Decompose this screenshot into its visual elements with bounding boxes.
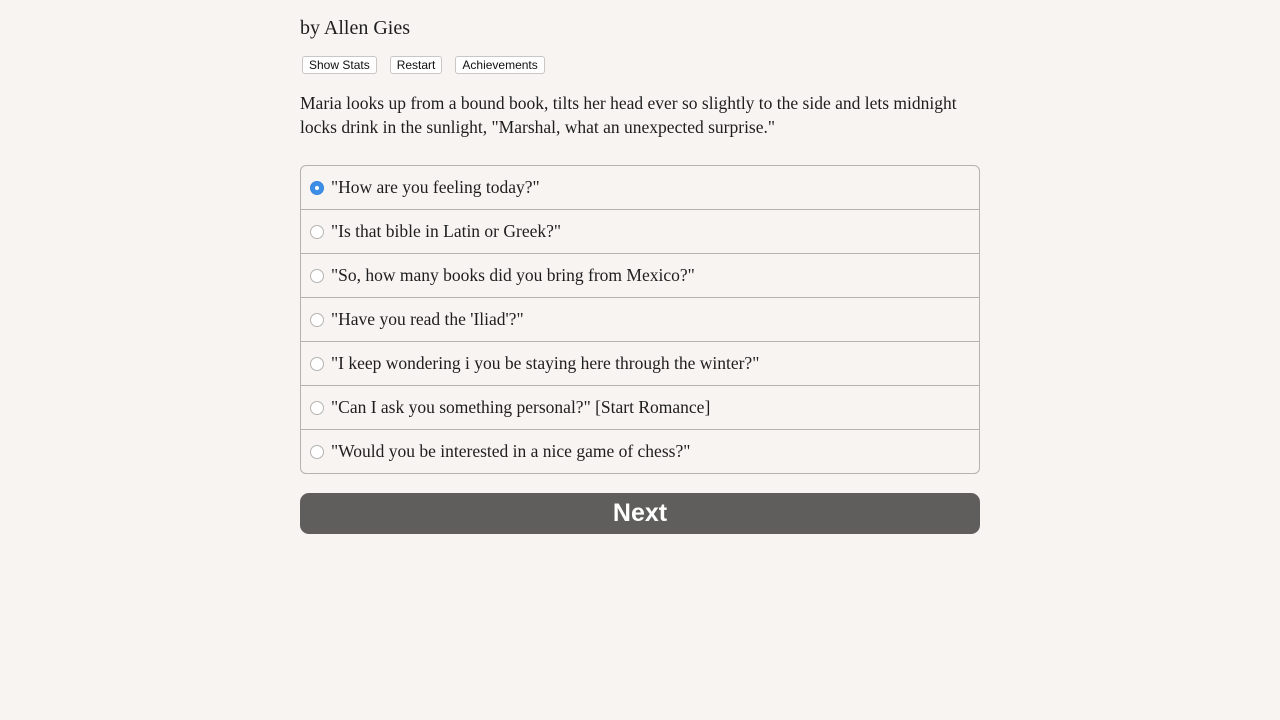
radio-button[interactable] xyxy=(310,181,324,195)
choice-option[interactable] xyxy=(301,341,979,385)
story-passage: Maria looks up from a bound book, tilts her head ever so slightly to the side and lets midnight locks drink in the sunlight, "Marshal, what an unexpected surprise." xyxy=(300,93,957,137)
radio-button[interactable] xyxy=(310,401,324,415)
choice-label: "So, how many books did you bring from Mexico?" xyxy=(331,265,695,285)
choice-option[interactable] xyxy=(301,297,979,341)
choice-option[interactable] xyxy=(301,253,979,297)
choice-label: "I keep wondering i you be staying here through the winter?" xyxy=(331,353,760,373)
radio-button[interactable] xyxy=(310,357,324,371)
choice-label: "How are you feeling today?" xyxy=(331,177,540,197)
choice-option[interactable] xyxy=(301,385,979,429)
radio-button[interactable] xyxy=(310,313,324,327)
choice-label: "Would you be interested in a nice game of chess?" xyxy=(331,441,691,461)
choice-label: "Is that bible in Latin or Greek?" xyxy=(331,221,562,241)
achievements-button[interactable]: Achievements xyxy=(455,56,544,74)
author-byline: by Allen Gies xyxy=(300,17,410,39)
radio-button[interactable] xyxy=(310,269,324,283)
choice-option[interactable] xyxy=(301,429,979,473)
choice-label: "Have you read the 'Iliad'?" xyxy=(331,309,524,329)
show-stats-button[interactable]: Show Stats xyxy=(302,56,377,74)
toolbar xyxy=(302,56,545,74)
choice-list xyxy=(300,165,980,474)
choice-label: "Can I ask you something personal?" [Start Romance] xyxy=(331,397,711,417)
next-button[interactable]: Next xyxy=(300,493,980,534)
radio-button[interactable] xyxy=(310,225,324,239)
restart-button[interactable]: Restart xyxy=(390,56,443,74)
choice-option[interactable] xyxy=(301,209,979,253)
radio-button[interactable] xyxy=(310,445,324,459)
choice-option[interactable] xyxy=(301,166,979,209)
